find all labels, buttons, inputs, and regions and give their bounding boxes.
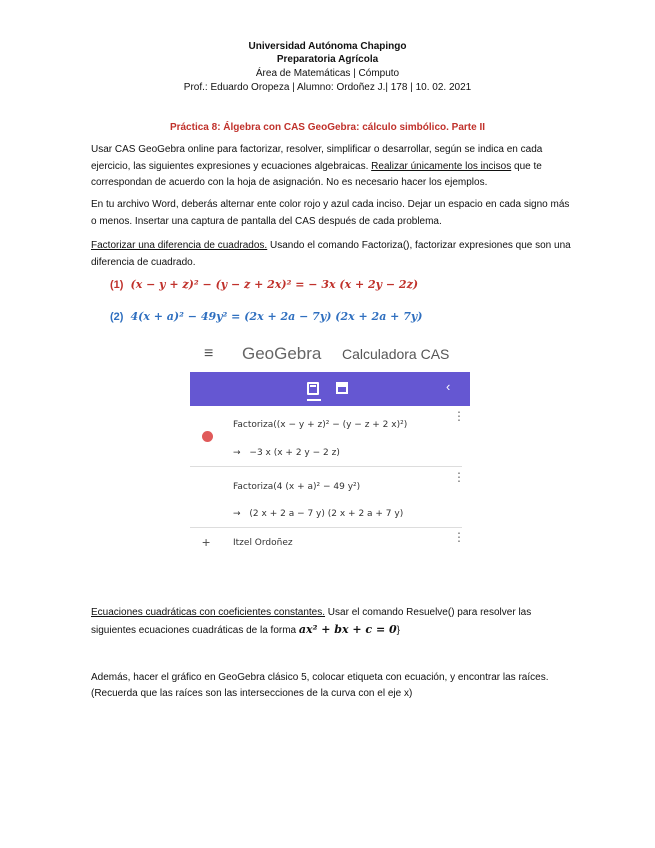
quadratic-formula: ax² + bx + c = 0 [298, 622, 397, 636]
item1-expression: (x − y + z)² − (y − z + 2x)² = − 3x (x + 2y − 2z) [130, 278, 419, 291]
intro-text-underlined: Realizar únicamente los incisos [371, 160, 512, 172]
menu-icon[interactable]: ≡ [204, 345, 214, 362]
item1-number: (1) [110, 279, 124, 291]
row2-more-icon[interactable]: ⋮ [453, 470, 465, 484]
intro-text-b: que te correspondan de acuerdo con la hoja de asignación. No es necesario hacer los ejemplos. [91, 160, 542, 188]
table-icon[interactable] [336, 382, 348, 394]
row-divider [190, 527, 462, 528]
geogebra-topbar [190, 338, 470, 370]
professor-line: Prof.: Eduardo Oropeza | Alumno: Ordoñez J.| 178 | 10. 02. 2021 [183, 82, 472, 93]
university-name: Universidad Autónoma Chapingo [248, 41, 407, 52]
intro-paragraph-2: En tu archivo Word, deberás alternar ente color rojo y azul cada inciso. Dejar un espacio en cada signo más o menos. Insertar una captura de pantalla del CAS después de cada problema. [91, 199, 570, 227]
geogebra-toolbar [190, 372, 470, 406]
row3-more-icon[interactable]: ⋮ [453, 530, 465, 544]
intro-text-a: Usar CAS GeoGebra online para factorizar, resolver, simplificar o desarrollar, según se indica en cada ejercicio, las siguientes expresiones y ecuaciones algebraicas. [91, 144, 543, 172]
cas-row1-result: −3 x (x + 2 y − 2 z) [249, 448, 340, 458]
row-divider [190, 466, 462, 467]
section1-heading: Factorizar una diferencia de cuadrados. [91, 240, 268, 251]
section2-text: Usar el comando Resuelve() para resolver las siguientes ecuaciones cuadráticas de la forma [91, 607, 532, 636]
add-input-icon[interactable]: + [202, 534, 211, 550]
area-line: Área de Matemáticas | Cómputo [255, 68, 400, 79]
practice-title: Práctica 8: Álgebra con CAS GeoGebra: cálculo simbólico. Parte II [169, 122, 486, 133]
section3-line1: Además, hacer el gráfico en GeoGebra clásico 5, colocar etiqueta con ecuación, y encontrar las raíces. [91, 672, 549, 683]
app-title: Calculadora CAS [342, 346, 450, 362]
section3-line2: (Recuerda que las raíces son las intersecciones de la curva con el eje x) [91, 688, 413, 699]
section2-tail: } [396, 624, 400, 636]
item2-number: (2) [110, 311, 124, 323]
active-tab-indicator [307, 399, 321, 401]
output-arrow-icon: → [233, 448, 241, 458]
output-arrow-icon: → [233, 509, 241, 519]
school-name: Preparatoria Agrícola [276, 54, 379, 65]
section2-heading: Ecuaciones cuadráticas con coeficientes constantes. [91, 607, 326, 618]
cas-row2-output [233, 509, 403, 519]
item1 [110, 278, 418, 291]
record-dot-icon[interactable] [202, 431, 213, 442]
cas-row1-input[interactable]: Factoriza((x − y + z)² − (y − z + 2 x)²) [233, 420, 408, 430]
geogebra-logo: GeoGebra [242, 344, 322, 363]
section1-paragraph [91, 238, 571, 271]
calculator-icon[interactable] [307, 382, 319, 395]
row1-more-icon[interactable]: ⋮ [453, 409, 465, 423]
cas-row2-input[interactable]: Factoriza(4 (x + a)² − 49 y²) [233, 482, 361, 492]
item2 [110, 310, 422, 323]
intro-paragraph-1 [91, 142, 571, 192]
section1-text: Usando el comando Factoriza(), factorizar expresiones que son una diferencia de cuadrado. [91, 240, 571, 268]
collapse-icon[interactable]: ‹ [446, 379, 451, 394]
cas-row3-input[interactable]: Itzel Ordoñez [233, 538, 293, 548]
cas-row2-result: (2 x + 2 a − 7 y) (2 x + 2 a + 7 y) [249, 509, 404, 519]
section2-paragraph [91, 605, 571, 639]
item2-expression: 4(x + a)² − 49y² = (2x + 2a − 7y) (2x + 2a + 7y) [130, 310, 423, 323]
cas-row1-output [233, 448, 340, 458]
